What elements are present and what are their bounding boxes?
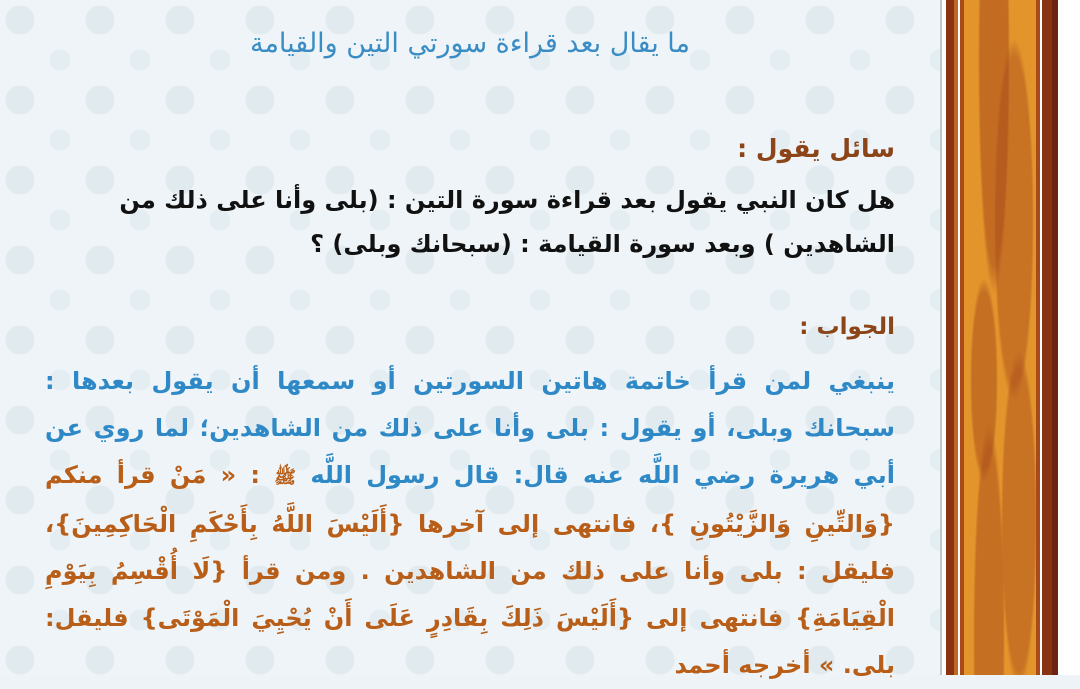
question-text: هل كان النبي يقول بعد قراءة سورة التين : (بلى وأنا على ذلك من الشاهدين ) وبعد سورة القيامة : (سبحانك وبلى) ؟ (119, 186, 895, 258)
decorative-side-frame (940, 0, 1080, 675)
question-label: سائل يقول : (737, 134, 895, 163)
article-content (45, 0, 896, 679)
salutation-symbol: ﷺ (274, 467, 297, 488)
answer-label: الجواب : (799, 314, 895, 340)
frame-ornament (964, 0, 1036, 675)
hadith-text: : « مَنْ قرأ منكم {وَالتِّينِ وَالزَّيْتُونِ }، فانتهى إلى آخرها {أَلَيْسَ اللَّهُ بِأَحْكَمِ الْحَاكِمِينَ}، فليقل : بلى وأنا على ذلك من الشاهدين . ومن قرأ {لَا أُقْسِمُ بِيَوْمِ الْقِيَامَةِ} فانتهى إلى {أَلَيْسَ ذَلِكَ بِقَادِرٍ عَلَى أَنْ يُحْيِيَ الْمَوْتَى} فليقل: بلى. » أخرجه أحمد (45, 461, 895, 679)
answer-explanation: ينبغي لمن قرأ خاتمة هاتين السورتين أو سمعها أن يقول بعدها : سبحانك وبلى، أو يقول : بلى وأنا على ذلك من الشاهدين؛ لما روي عن أبي هريرة رضي اللَّه عنه قال: قال رسول اللَّه (45, 367, 896, 489)
answer-text (45, 358, 895, 689)
page-title: ما يقال بعد قراءة سورتي التين والقيامة (249, 28, 690, 59)
